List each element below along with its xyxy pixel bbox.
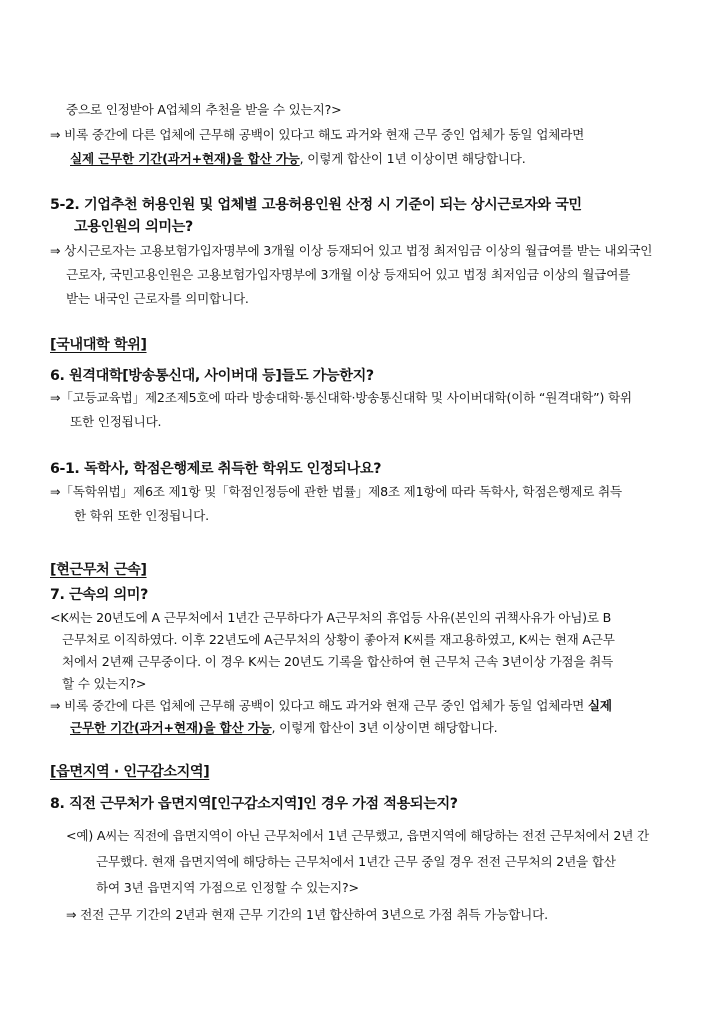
q5-1-example-end: 중으로 인정받아 A업체의 추천을 받을 수 있는지?> bbox=[66, 102, 342, 117]
q5-2-answer-line3: 받는 내국인 근로자를 의미합니다. bbox=[66, 291, 249, 306]
q5-1-answer-rest: , 이렇게 합산이 1년 이상이면 해당합니다. bbox=[299, 151, 526, 166]
q5-1-answer-highlight: 실제 근무한 기간(과거+현재)을 합산 가능 bbox=[70, 151, 300, 166]
q7-example-line1: <K씨는 20년도에 A 근무처에서 1년간 근무하다가 A근무처의 휴업등 사유(본인의 귀책사유가 아님)로 B bbox=[50, 610, 612, 625]
q7-example-line4: 할 수 있는지?> bbox=[62, 676, 147, 691]
q8-answer: ⇒ 전전 근무 기간의 2년과 현재 근무 기간의 1년 합산하여 3년으로 가점 취득 가능합니다. bbox=[66, 907, 548, 922]
q5-2-title-line1: 5-2. 기업추천 허용인원 및 업체별 고용허용인원 산정 시 기준이 되는 상시근로자와 국민 bbox=[50, 197, 582, 213]
q6-answer-line1: ⇒「고등교육법」제2조제5호에 따라 방송대학·통신대학·방송통신대학 및 사이버대학(이하 “원격대학”) 학위 bbox=[50, 390, 632, 405]
section-domestic-degree bbox=[50, 335, 147, 355]
q7-example-line3: 처에서 2년째 근무중이다. 이 경우 K씨는 20년도 기록을 합산하여 현 근무처 근속 3년이상 가점을 취득 bbox=[62, 654, 614, 669]
q5-2-answer-line1: ⇒ 상시근로자는 고용보험가입자명부에 3개월 이상 등재되어 있고 법정 최저임금 이상의 월급여를 받는 내외국인 bbox=[50, 243, 653, 258]
q8-example-line3: 하여 3년 읍면지역 가점으로 인정할 수 있는지?> bbox=[96, 880, 359, 895]
section-rural-area bbox=[50, 762, 209, 782]
section-current-workplace-label: [현근무처 근속] bbox=[50, 562, 147, 578]
section-current-workplace bbox=[50, 560, 147, 580]
q6-1-answer-line2: 한 학위 또한 인정됩니다. bbox=[74, 508, 209, 523]
q5-2-title-line2: 고용인원의 의미는? bbox=[74, 219, 193, 235]
q6-1-title: 6-1. 독학사, 학점은행제로 취득한 학위도 인정되나요? bbox=[50, 461, 382, 477]
q7-answer-rest: , 이렇게 합산이 3년 이상이면 해당합니다. bbox=[271, 720, 498, 735]
q6-answer-line2: 또한 인정됩니다. bbox=[70, 414, 162, 429]
q7-answer-bold: 실제 bbox=[587, 698, 612, 713]
q6-title: 6. 원격대학[방송통신대, 사이버대 등]들도 가능한지? bbox=[50, 368, 374, 384]
q6-1-answer-line1: ⇒「독학위법」제6조 제1항 및「학점인정등에 관한 법률」제8조 제1항에 따라 독학사, 학점은행제로 취득 bbox=[50, 484, 622, 499]
q7-answer-highlight: 근무한 기간(과거+현재)을 합산 가능 bbox=[70, 720, 272, 735]
q7-answer-text: ⇒ 비록 중간에 다른 업체에 근무해 공백이 있다고 해도 과거와 현재 근무 중인 업체가 동일 업체라면 bbox=[50, 698, 588, 713]
q7-example-line2: 근무처로 이직하였다. 이후 22년도에 A근무처의 상황이 좋아져 K씨를 재고용하였고, K씨는 현재 A근무 bbox=[62, 632, 615, 647]
q8-example-line1: <예) A씨는 직전에 읍면지역이 아닌 근무처에서 1년 근무했고, 읍면지역에 해당하는 전전 근무처에서 2년 간 bbox=[66, 828, 649, 843]
q7-answer-line1 bbox=[50, 697, 612, 714]
q5-1-answer-line2 bbox=[70, 150, 526, 167]
q7-answer-line2 bbox=[70, 719, 497, 736]
q7-title: 7. 근속의 의미? bbox=[50, 587, 148, 603]
q8-example-line2: 근무했다. 현재 읍면지역에 해당하는 근무처에서 1년간 근무 중일 경우 전전 근무처의 2년을 합산 bbox=[96, 854, 616, 869]
q8-title: 8. 직전 근무처가 읍면지역[인구감소지역]인 경우 가점 적용되는지? bbox=[50, 796, 458, 812]
section-domestic-degree-label: [국내대학 학위] bbox=[50, 337, 147, 353]
q5-2-answer-line2: 근로자, 국민고용인원은 고용보험가입자명부에 3개월 이상 등재되어 있고 법정 최저임금 이상의 월급여를 bbox=[66, 267, 631, 282]
section-rural-area-label: [읍면지역 · 인구감소지역] bbox=[50, 764, 210, 780]
q5-1-answer-line1: ⇒ 비록 중간에 다른 업체에 근무해 공백이 있다고 해도 과거와 현재 근무 중인 업체가 동일 업체라면 bbox=[50, 127, 585, 142]
